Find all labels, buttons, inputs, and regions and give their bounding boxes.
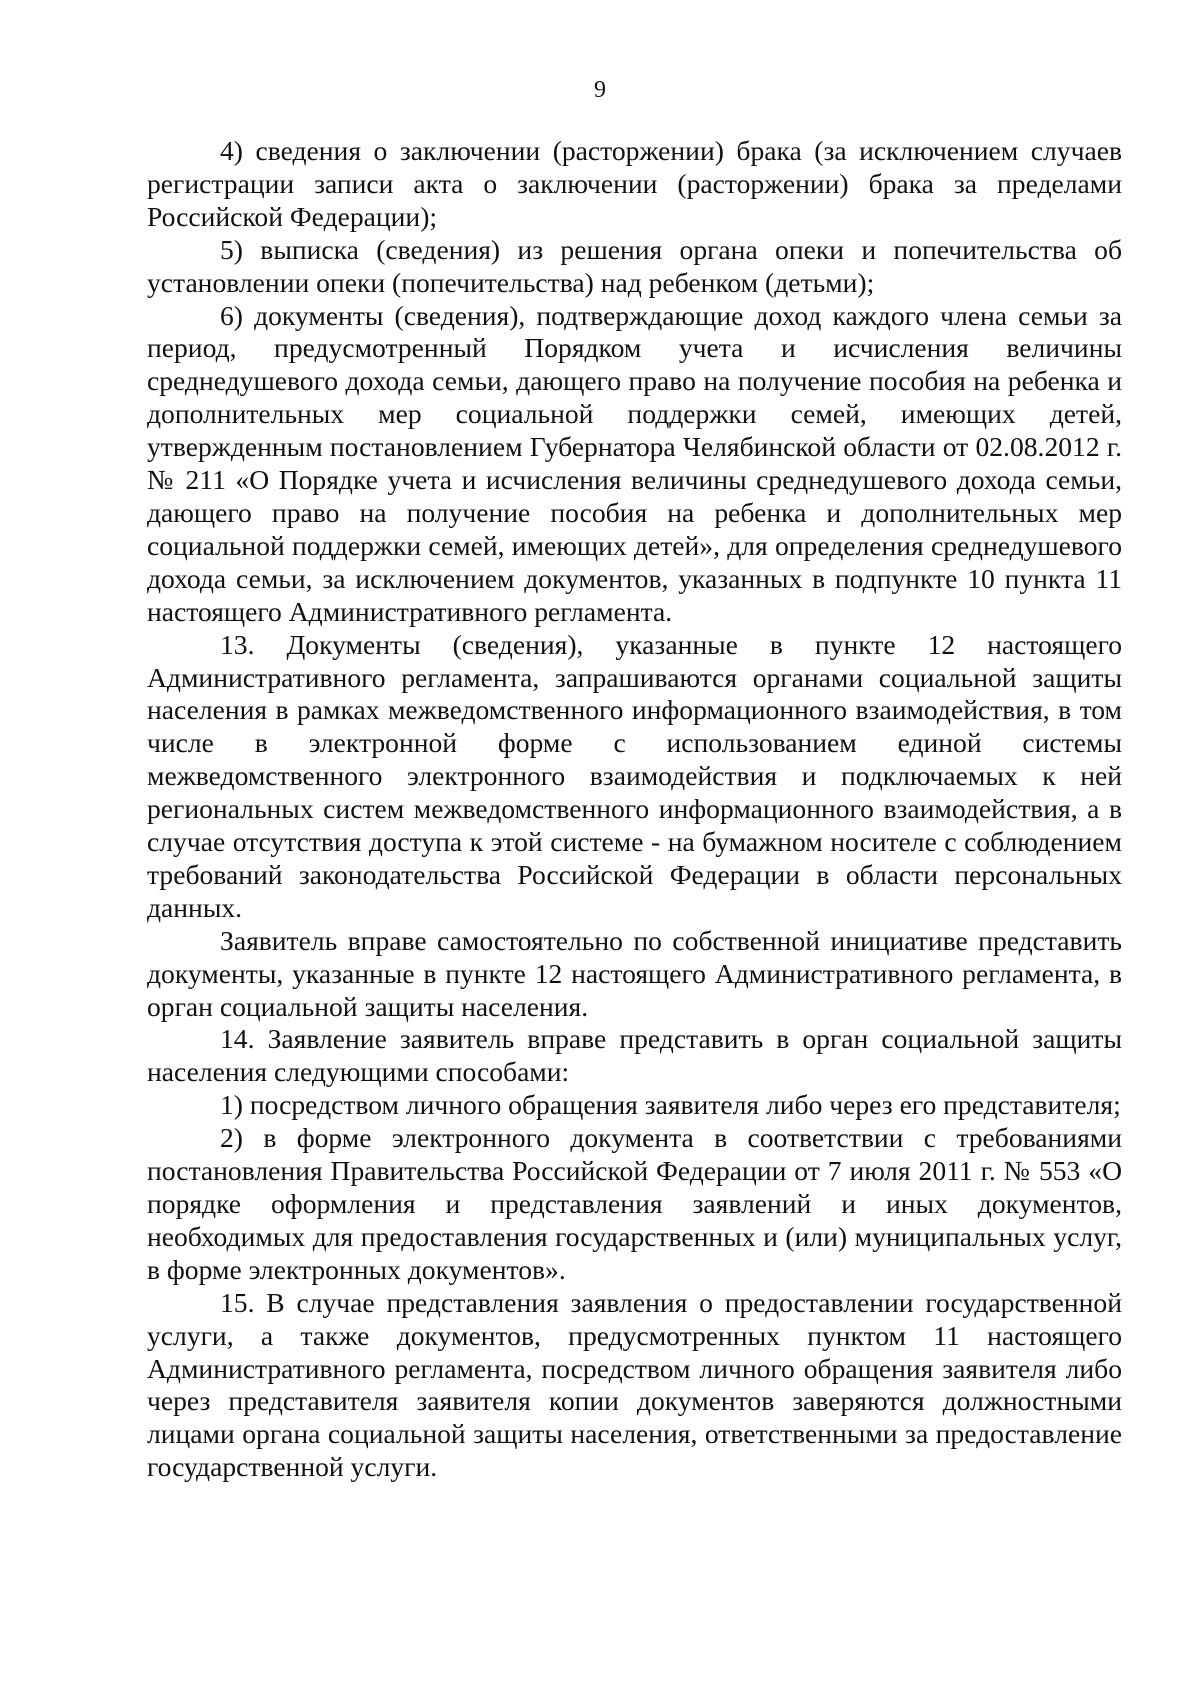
paragraph-item-4-marriage-info: 4) сведения о заключении (расторжении) брака (за исключением случаев регистрации записи акта о заключении (расторжении) брака за пределами Российской Федерации); — [147, 135, 1122, 232]
page-number: 9 — [594, 77, 606, 103]
paragraph-item-5-guardianship-extract: 5) выписка (сведения) из решения органа опеки и попечительства об установлении опеки (попечительства) над ребенком (детьми); — [147, 233, 1122, 298]
paragraph-method-2: 2) в форме электронного документа в соответствии с требованиями постановления Правительства Российской Федерации от 7 июля 2011 г. № 553 «О порядке оформления и представления заявлений и иных документов, необходимых для предоставления государственных и (или) муниципальных услуг, в форме электронных документов». — [147, 1122, 1122, 1285]
paragraph-section-15: 15. В случае представления заявления о предоставлении государственной услуги, а также документов, предусмотренных пунктом 11 настоящего Административного регламента, посредством личного обращения заявителя либо через представителя заявителя копии документов заверяются должностными лицами органа социальной защиты населения, ответственными за предоставление государственной услуги. — [147, 1286, 1122, 1483]
paragraph-item-6-income-documents: 6) документы (сведения), подтверждающие доход каждого члена семьи за период, предусмотренный Порядком учета и исчисления величины среднедушевого дохода семьи, дающего право на получение пособия на ребенка и дополнительных мер социальной поддержки семей, имеющих детей, утвержденным постановлением Губернатора Челябинской области от 02.08.2012 г. № 211 «О Порядке учета и исчисления величины среднедушевого дохода семьи, дающего право на получение пособия на ребенка и дополнительных мер социальной поддержки семей, имеющих детей», для определения среднедушевого дохода семьи, за исключением документов, указанных в подпункте 10 пункта 11 настоящего Административного регламента. — [147, 299, 1122, 627]
paragraph-applicant-right: Заявитель вправе самостоятельно по собственной инициативе представить документы, указанные в пункте 12 настоящего Административного регламента, в орган социальной защиты населения. — [147, 924, 1122, 1022]
paragraph-method-1: 1) посредством личного обращения заявителя либо через его представителя; — [220, 1089, 1121, 1121]
paragraph-section-13: 13. Документы (сведения), указанные в пункте 12 настоящего Административного регламента, запрашиваются органами социальной защиты населения в рамках межведомственного информационного взаимодействия, в том числе в электронной форме с использованием единой системы межведомственного электронного взаимодействия и подключаемых к ней региональных систем межведомственного информационного взаимодействия, а в случае отсутствия доступа к этой системе - на бумажном носителе с соблюдением требований законодательства Российской Федерации в области персональных данных. — [147, 628, 1122, 923]
paragraph-section-14: 14. Заявление заявитель вправе представить в орган социальной защиты населения следующими способами: — [147, 1023, 1122, 1088]
document-body — [147, 135, 1122, 1484]
